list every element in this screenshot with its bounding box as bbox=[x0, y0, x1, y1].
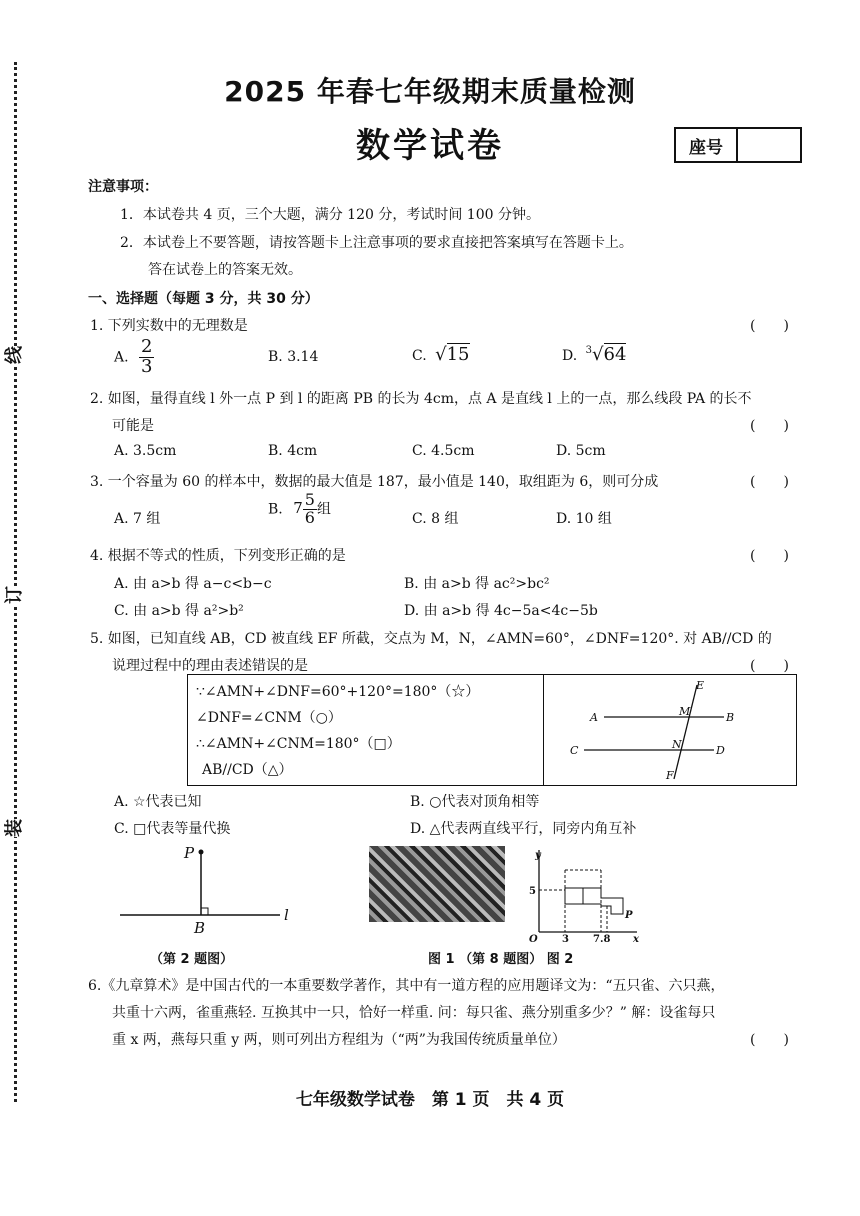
fig2-label-p: P bbox=[184, 844, 195, 862]
q3-option-c: C. 8 组 bbox=[412, 511, 459, 527]
q2-option-d: D. 5cm bbox=[556, 443, 606, 459]
figure-q2 bbox=[112, 840, 312, 940]
binding-mark-ding: 订 bbox=[0, 586, 26, 604]
exam-subtitle: 数学试卷 bbox=[356, 126, 504, 166]
q1-option-b: B. 3.14 bbox=[268, 349, 319, 365]
q5-option-d: D. △代表两直线平行，同旁内角互补 bbox=[410, 821, 637, 837]
q5-proof-line4: AB//CD（△） bbox=[202, 762, 293, 778]
q5-label-n: N bbox=[672, 738, 682, 751]
q5-label-d: D bbox=[716, 744, 725, 757]
q1-stem: 1. 下列实数中的无理数是 bbox=[90, 318, 248, 334]
figure-q8-caption: 图 1 （第 8 题图） 图 2 bbox=[428, 952, 574, 967]
q5-option-b: B. ○代表对顶角相等 bbox=[410, 794, 540, 810]
q6-answer-paren: ( ) bbox=[750, 1032, 789, 1048]
exam-title: 2025 年春七年级期末质量检测 bbox=[224, 75, 636, 108]
q5-label-m: M bbox=[679, 705, 691, 718]
q3-b-numerator: 5 bbox=[304, 490, 315, 509]
q5-stem-line1: 5. 如图，已知直线 AB，CD 被直线 EF 所截，交点为 M，N，∠AMN=60°，∠DNF=120°. 对 AB//CD 的 bbox=[90, 631, 772, 647]
q3-b-label: B. bbox=[268, 501, 283, 518]
q1-a-label: A. bbox=[114, 349, 129, 366]
q1-a-numerator: 2 bbox=[141, 336, 153, 357]
fig8-origin: O bbox=[529, 934, 538, 944]
q5-proof-box bbox=[187, 674, 797, 786]
q5-label-b: B bbox=[726, 711, 735, 724]
q3-option-b bbox=[268, 492, 331, 527]
q4-option-a: A. 由 a>b 得 a−c<b−c bbox=[114, 576, 272, 592]
fig8-axis-y: y bbox=[535, 850, 541, 861]
q4-option-c: C. 由 a>b 得 a²>b² bbox=[114, 603, 244, 619]
q4-stem: 4. 根据不等式的性质，下列变形正确的是 bbox=[90, 548, 346, 564]
q5-label-a: A bbox=[590, 711, 598, 724]
q1-d-radical: $^3$√64 bbox=[585, 344, 627, 365]
figure-q2-caption: （第 2 题图） bbox=[150, 952, 234, 967]
q5-stem-line2: 说理过程中的理由表述错误的是 bbox=[112, 658, 308, 674]
q5-proof-line3: ∴∠AMN+∠CNM=180°（□） bbox=[196, 736, 401, 752]
q5-label-f: F bbox=[666, 769, 674, 782]
fig8-tick-3: 3 bbox=[562, 934, 569, 944]
note-3: 答在试卷上的答案无效。 bbox=[148, 262, 302, 278]
q1-answer-paren: ( ) bbox=[750, 318, 789, 334]
q5-option-a: A. ☆代表已知 bbox=[114, 794, 202, 810]
q4-answer-paren: ( ) bbox=[750, 548, 789, 564]
q6-line1: 6.《九章算术》是中国古代的一本重要数学著作，其中有一道方程的应用题译文为：“五只雀、六只燕， bbox=[88, 978, 725, 994]
q2-option-a: A. 3.5cm bbox=[114, 443, 177, 459]
q1-a-denominator: 3 bbox=[141, 355, 153, 377]
q2-option-b: B. 4cm bbox=[268, 443, 318, 459]
q3-b-denominator: 6 bbox=[304, 507, 315, 527]
binding-mark-zhuang: 装 bbox=[0, 819, 26, 837]
q1-a-fraction bbox=[139, 338, 154, 377]
q2-stem-line2: 可能是 bbox=[112, 418, 154, 434]
fig8-tick-5: 5 bbox=[529, 886, 536, 897]
q2-stem-line1: 2. 如图，量得直线 l 外一点 P 到 l 的距离 PB 的长为 4cm，点 A 是直线 l 上的一点，那么线段 PA 的长不 bbox=[90, 391, 752, 407]
q2-answer-paren: ( ) bbox=[750, 418, 789, 434]
q1-d-index: 3 bbox=[585, 345, 593, 356]
fig8-grid-figure bbox=[525, 844, 645, 944]
fig8-label-p: P bbox=[625, 910, 633, 921]
q3-b-whole: 7 bbox=[293, 499, 303, 518]
q3-option-d: D. 10 组 bbox=[556, 511, 612, 527]
q1-d-radicand: 64 bbox=[603, 344, 627, 365]
notes-heading: 注意事项： bbox=[88, 179, 158, 195]
q6-line2: 共重十六两，雀重燕轻. 互换其中一只，恰好一样重. 问：每只雀、燕分别重多少？” 解：设雀每只 bbox=[112, 1005, 716, 1021]
q3-answer-paren: ( ) bbox=[750, 474, 789, 490]
fig2-label-l: l bbox=[284, 906, 289, 924]
q1-d-label: D. bbox=[562, 348, 578, 364]
q1-c-radicand: 15 bbox=[446, 344, 470, 365]
q1-c-label: C. bbox=[412, 348, 427, 364]
fig2-label-b: B bbox=[194, 919, 206, 937]
q1-option-c bbox=[412, 344, 470, 365]
q5-answer-paren: ( ) bbox=[750, 658, 789, 674]
q3-stem: 3. 一个容量为 60 的样本中，数据的最大值是 187，最小值是 140，取组距为 6，则可分成 bbox=[90, 474, 659, 490]
q3-b-fraction bbox=[303, 492, 317, 527]
q1-option-d bbox=[562, 344, 626, 365]
binding-mark-xian: 线 bbox=[0, 346, 26, 364]
q2-option-c: C. 4.5cm bbox=[412, 443, 475, 459]
q5-label-e: E bbox=[696, 679, 705, 692]
q5-proof-line2: ∠DNF=∠CNM（○） bbox=[196, 710, 342, 726]
q5-proof-line1: ∵∠AMN+∠DNF=60°+120°=180°（☆） bbox=[196, 684, 480, 700]
seat-label: 座号 bbox=[676, 129, 738, 161]
q3-b-unit: 组 bbox=[316, 501, 331, 518]
q4-option-b: B. 由 a>b 得 ac²>bc² bbox=[404, 576, 550, 592]
q4-option-d: D. 由 a>b 得 4c−5a<4c−5b bbox=[404, 603, 598, 619]
seat-number-box bbox=[674, 127, 802, 163]
fig8-axis-x: x bbox=[633, 934, 639, 944]
binding-dotted-line bbox=[14, 62, 17, 1102]
section-1-heading: 一、选择题（每题 3 分，共 30 分） bbox=[88, 291, 319, 307]
note-2: 2．本试卷上不要答题，请按答题卡上注意事项的要求直接把答案填写在答题卡上。 bbox=[120, 235, 633, 251]
q5-figure bbox=[544, 675, 796, 785]
q5-option-c: C. □代表等量代换 bbox=[114, 821, 231, 837]
q5-label-c: C bbox=[570, 744, 579, 757]
fig8-tick-7-8: 7.8 bbox=[593, 934, 611, 944]
q1-c-radical: √15 bbox=[435, 344, 470, 365]
q3-option-a: A. 7 组 bbox=[114, 511, 161, 527]
q6-line3: 重 x 两，燕每只重 y 两，则可列出方程组为（“两”为我国传统质量单位） bbox=[112, 1032, 566, 1048]
q1-option-a bbox=[114, 338, 154, 377]
note-1: 1．本试卷共 4 页，三个大题，满分 120 分，考试时间 100 分钟。 bbox=[120, 207, 540, 223]
fig8-photo bbox=[369, 846, 505, 922]
page-footer: 七年级数学试卷 第 1 页 共 4 页 bbox=[295, 1090, 565, 1110]
